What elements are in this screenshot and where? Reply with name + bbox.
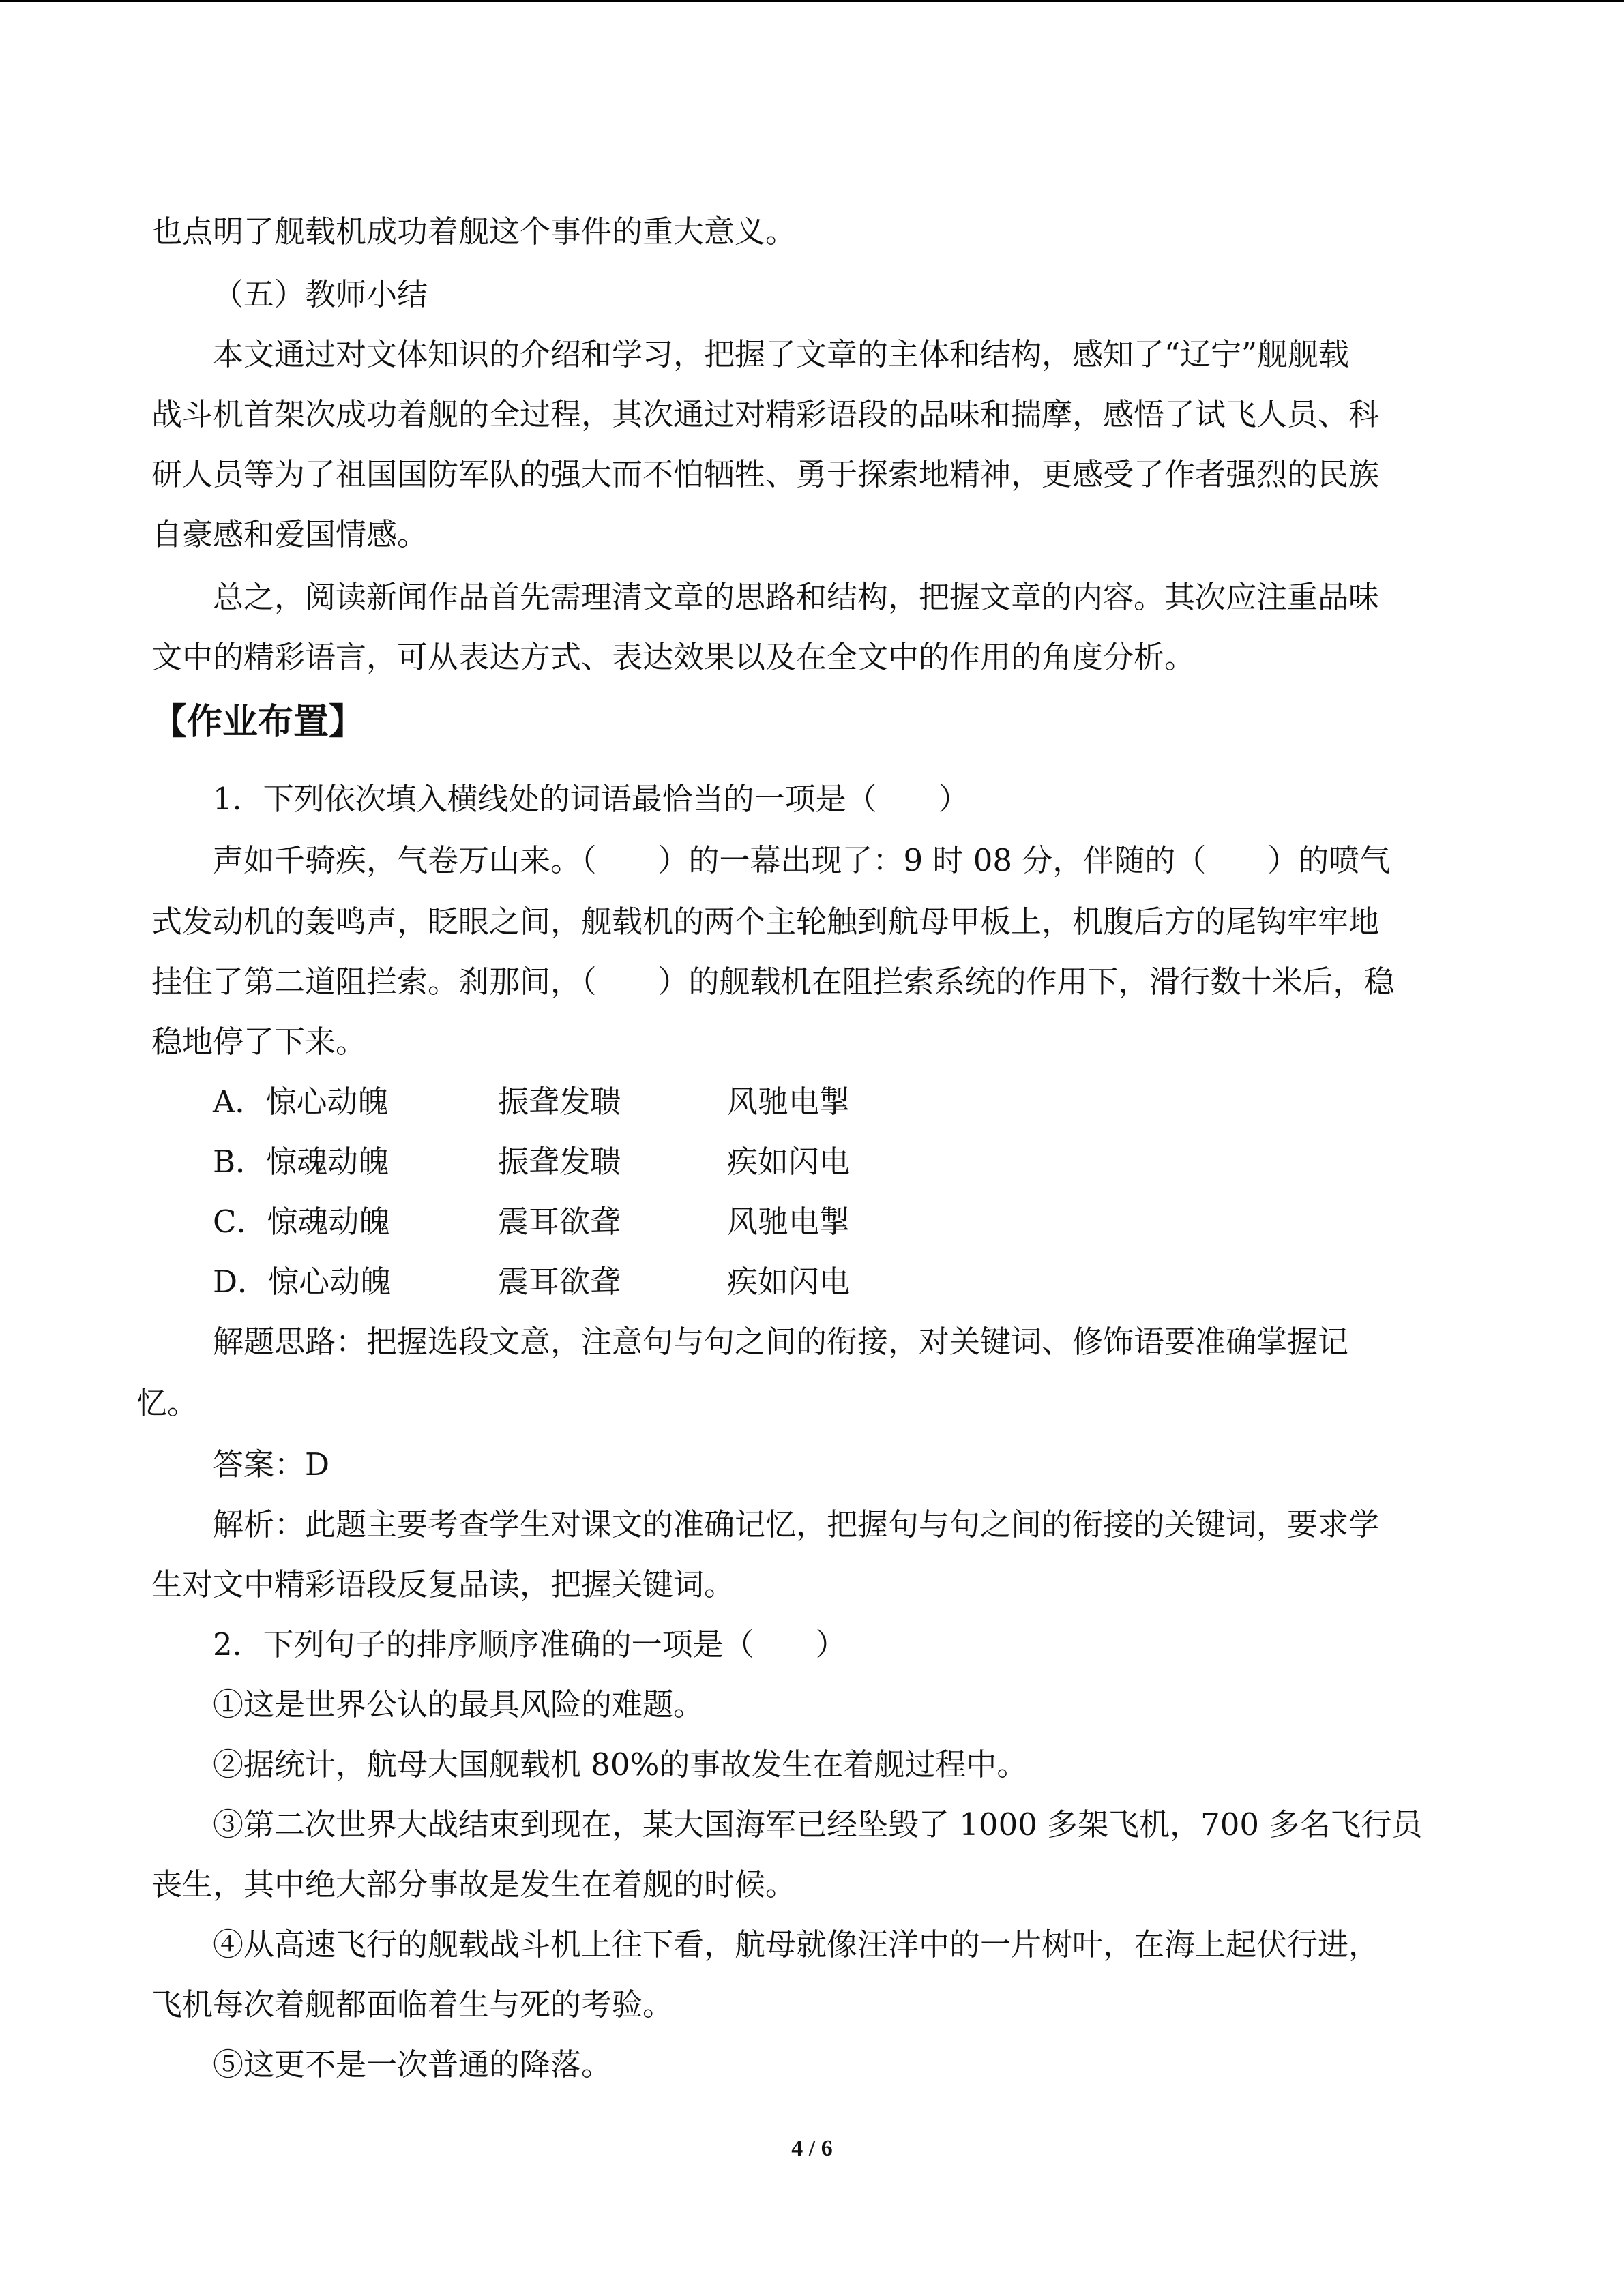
question-1-passage: 挂住了第二道阻拦索。刹那间，（ ）的舰载机在阻拦索系统的作用下，滑行数十米后，稳 <box>151 964 1395 1000</box>
option-a-word1: A．惊心动魄 <box>213 1084 389 1120</box>
answer: 答案：D <box>213 1446 330 1482</box>
paragraph-line: 也点明了舰载机成功着舰这个事件的重大意义。 <box>151 213 797 250</box>
option-d-word2: 震耳欲聋 <box>498 1264 621 1300</box>
option-c-word1: C．惊魂动魄 <box>213 1204 390 1240</box>
option-c-word3: 风驰电掣 <box>727 1204 851 1240</box>
question-2-item: ④从高速飞行的舰载战斗机上往下看，航母就像汪洋中的一片树叶，在海上起伏行进， <box>213 1926 1380 1963</box>
solution-thinking: 忆。 <box>136 1385 198 1421</box>
option-b-word1: B．惊魂动魄 <box>213 1144 389 1180</box>
option-a-word3: 风驰电掣 <box>727 1084 851 1120</box>
question-2-item: ③第二次世界大战结束到现在，某大国海军已经坠毁了 1000 多架飞机，700 多名飞行员 <box>213 1806 1423 1843</box>
paragraph-line: 战斗机首架次成功着舰的全过程，其次通过对精彩语段的品味和揣摩，感悟了试飞人员、科 <box>151 396 1380 432</box>
question-1-stem: 1．下列依次填入横线处的词语最恰当的一项是（ ） <box>213 781 969 817</box>
solution-thinking: 解题思路：把握选段文意，注意句与句之间的衔接，对关键词、修饰语要准确掌握记 <box>213 1324 1349 1360</box>
question-2-item: ①这是世界公认的最具风险的难题。 <box>213 1686 705 1723</box>
option-c-word2: 震耳欲聋 <box>498 1204 621 1240</box>
question-2-item: 丧生，其中绝大部分事故是发生在着舰的时候。 <box>151 1866 797 1903</box>
page-number: 4 / 6 <box>791 2136 833 2161</box>
option-d-word3: 疾如闪电 <box>727 1264 851 1300</box>
paragraph-line: 本文通过对文体知识的介绍和学习，把握了文章的主体和结构，感知了“辽宁”舰舰载 <box>213 336 1350 372</box>
analysis: 解析：此题主要考查学生对课文的准确记忆，把握句与句之间的衔接的关键词，要求学 <box>213 1506 1380 1542</box>
paragraph-line: 自豪感和爱国情感。 <box>151 516 428 552</box>
question-1-passage: 式发动机的轰鸣声，眨眼之间，舰载机的两个主轮触到航母甲板上，机腹后方的尾钩牢牢地 <box>151 904 1380 940</box>
question-2-stem: 2．下列句子的排序顺序准确的一项是（ ） <box>213 1626 846 1663</box>
option-d-word1: D．惊心动魄 <box>213 1264 392 1300</box>
homework-heading: 【作业布置】 <box>151 701 365 743</box>
question-2-item: ②据统计，航母大国舰载机 80%的事故发生在着舰过程中。 <box>213 1746 1028 1783</box>
top-border <box>0 0 1624 2</box>
analysis: 生对文中精彩语段反复品读，把握关键词。 <box>151 1566 735 1602</box>
question-1-passage: 稳地停了下来。 <box>151 1024 367 1060</box>
question-1-passage: 声如千骑疾，气卷万山来。（ ）的一幕出现了：9 时 08 分，伴随的（ ）的喷气 <box>213 842 1391 878</box>
paragraph-line: 研人员等为了祖国国防军队的强大而不怕牺牲、勇于探索地精神，更感受了作者强烈的民族 <box>151 456 1380 492</box>
paragraph-line: 总之，阅读新闻作品首先需理清文章的思路和结构，把握文章的内容。其次应注重品味 <box>213 579 1380 615</box>
question-2-item: ⑤这更不是一次普通的降落。 <box>213 2046 612 2083</box>
section-heading: （五）教师小结 <box>213 276 428 312</box>
option-b-word2: 振聋发聩 <box>498 1144 621 1180</box>
option-a-word2: 振聋发聩 <box>498 1084 621 1120</box>
question-2-item: 飞机每次着舰都面临着生与死的考验。 <box>151 1986 674 2023</box>
paragraph-line: 文中的精彩语言，可从表达方式、表达效果以及在全文中的作用的角度分析。 <box>151 639 1196 675</box>
option-b-word3: 疾如闪电 <box>727 1144 851 1180</box>
